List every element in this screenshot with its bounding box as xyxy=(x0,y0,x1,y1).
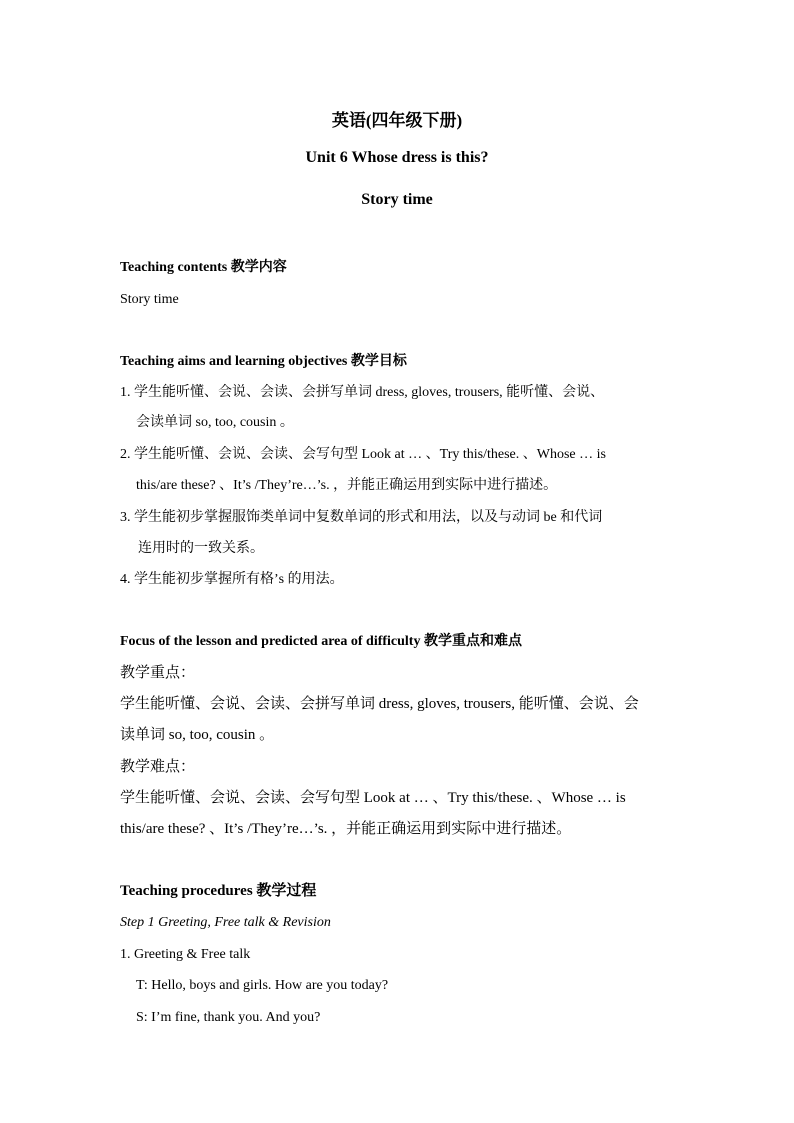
procedures-heading: Teaching procedures 教学过程 xyxy=(120,883,317,899)
student-line: S: I’m fine, thank you. And you? xyxy=(136,1010,321,1025)
unit-title: Unit 6 Whose dress is this? xyxy=(305,149,489,166)
difficult-points-label: 教学难点： xyxy=(120,759,196,775)
difficult-points-line-1: 学生能听懂、会说、会读、会写句型 Look at … 、Try this/these. 、Whose … is xyxy=(120,790,626,806)
teacher-line: T: Hello, boys and girls. How are you today? xyxy=(136,978,389,993)
teaching-contents-heading: Teaching contents 教学内容 xyxy=(120,260,287,275)
aim-item-4: 4. 学生能初步掌握所有格’s 的用法。 xyxy=(120,572,344,587)
teaching-contents-text: Story time xyxy=(120,292,179,307)
focus-heading: Focus of the lesson and predicted area of difficulty 教学重点和难点 xyxy=(120,634,522,649)
difficult-points-line-2: this/are these? 、It’s /They’re…’s. ，并能正确运用到实际中进行描述。 xyxy=(120,821,572,837)
document-title: 英语(四年级下册) xyxy=(331,111,463,130)
procedure-item-1: 1. Greeting & Free talk xyxy=(120,947,251,962)
aim-item-2-cont: this/are these? 、It’s /They’re…’s. ，并能正确运用到实际中进行描述。 xyxy=(136,478,558,493)
aims-heading: Teaching aims and learning objectives 教学目标 xyxy=(120,354,407,369)
aim-item-1: 1. 学生能听懂、会说、会读、会拼写单词 dress, gloves, trousers, 能听懂、会说、 xyxy=(120,385,605,400)
aim-item-3: 3. 学生能初步掌握服饰类单词中复数单词的形式和用法，以及与动词 be 和代词 xyxy=(120,510,603,525)
section-title: Story time xyxy=(361,191,433,208)
aim-item-2: 2. 学生能听懂、会说、会读、会写句型 Look at … 、Try this/these. 、Whose … is xyxy=(120,447,606,462)
key-points-line-1: 学生能听懂、会说、会读、会拼写单词 dress, gloves, trousers, 能听懂、会说、会 xyxy=(120,696,639,712)
aim-item-3-cont: 连用时的一致关系。 xyxy=(138,541,264,556)
key-points-label: 教学重点： xyxy=(120,665,196,681)
aim-item-1-cont: 会读单词 so, too, cousin 。 xyxy=(136,415,294,430)
key-points-line-2: 读单词 so, too, cousin 。 xyxy=(120,727,275,743)
step-1-heading: Step 1 Greeting, Free talk & Revision xyxy=(120,915,331,930)
